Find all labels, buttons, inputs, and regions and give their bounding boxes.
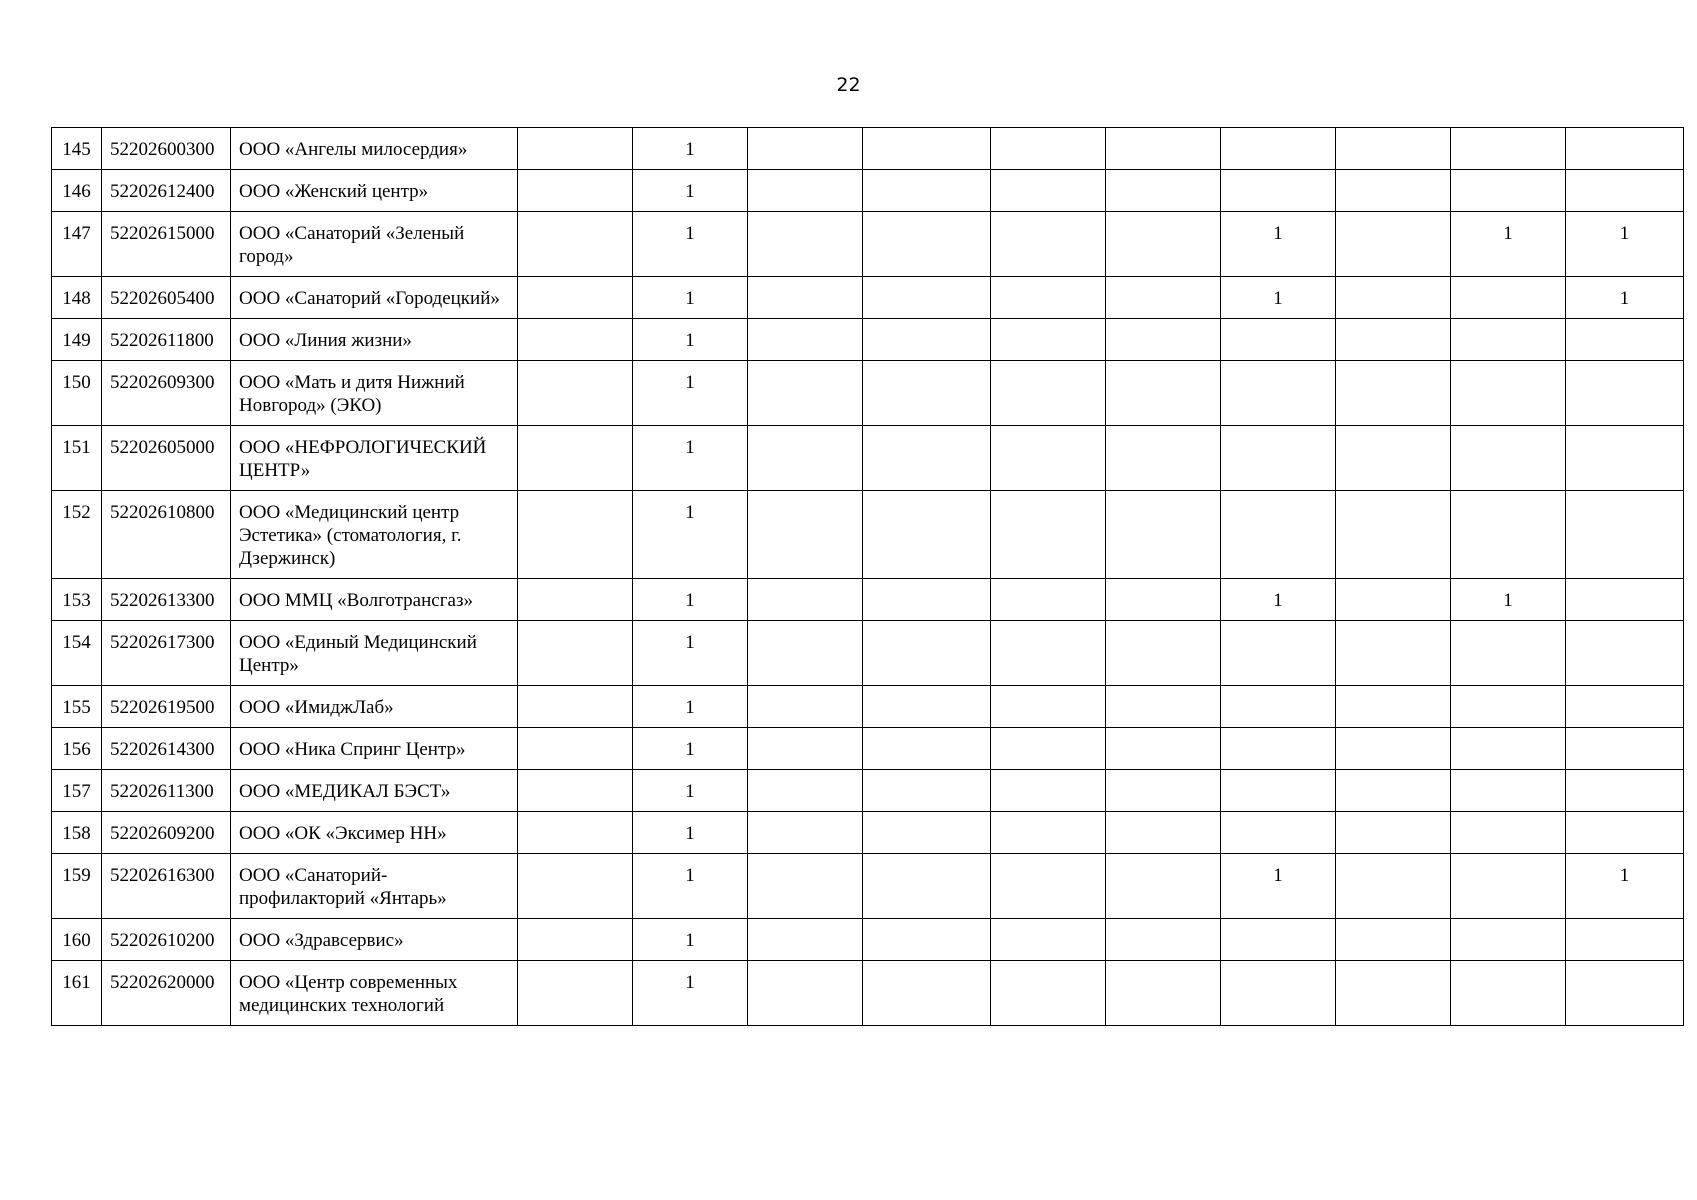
flag-cell-col-10: 1 (1221, 854, 1336, 919)
organization-name-cell: ООО «Санаторий «Городецкий» (231, 277, 518, 319)
flag-cell-col-5: 1 (633, 686, 748, 728)
organization-code-cell: 52202600300 (102, 128, 231, 170)
organization-code-cell: 52202613300 (102, 579, 231, 621)
flag-cell-col-9 (1106, 686, 1221, 728)
flag-cell-col-9 (1106, 919, 1221, 961)
flag-cell-col-5: 1 (633, 770, 748, 812)
flag-cell-col-10 (1221, 961, 1336, 1026)
flag-cell-col-11 (1336, 128, 1451, 170)
flag-cell-col-8 (991, 361, 1106, 426)
row-number-cell: 156 (52, 728, 102, 770)
organization-code-cell: 52202616300 (102, 854, 231, 919)
flag-cell-col-8 (991, 812, 1106, 854)
flag-cell-col-4 (518, 686, 633, 728)
organization-name-cell: ООО «Медицинский центр Эстетика» (стоматология, г. Дзержинск) (231, 491, 518, 579)
flag-cell-col-13 (1566, 426, 1684, 491)
row-number-cell: 152 (52, 491, 102, 579)
flag-cell-col-6 (748, 170, 863, 212)
flag-cell-col-8 (991, 277, 1106, 319)
flag-cell-col-4 (518, 491, 633, 579)
flag-cell-col-11 (1336, 277, 1451, 319)
flag-cell-col-4 (518, 426, 633, 491)
flag-cell-col-9 (1106, 621, 1221, 686)
flag-cell-col-13 (1566, 728, 1684, 770)
table-row (52, 128, 1684, 170)
flag-cell-col-9 (1106, 128, 1221, 170)
flag-cell-col-11 (1336, 319, 1451, 361)
flag-cell-col-8 (991, 919, 1106, 961)
flag-cell-col-12 (1451, 426, 1566, 491)
flag-cell-col-12 (1451, 128, 1566, 170)
flag-cell-col-10 (1221, 621, 1336, 686)
flag-cell-col-5: 1 (633, 961, 748, 1026)
flag-cell-col-5: 1 (633, 621, 748, 686)
table-row (52, 621, 1684, 686)
flag-cell-col-13 (1566, 621, 1684, 686)
table-row (52, 854, 1684, 919)
organization-code-cell: 52202615000 (102, 212, 231, 277)
organization-name-cell: ООО «Центр современных медицинских технологий (231, 961, 518, 1026)
flag-cell-col-10 (1221, 919, 1336, 961)
flag-cell-col-12: 1 (1451, 212, 1566, 277)
row-number-cell: 145 (52, 128, 102, 170)
flag-cell-col-5: 1 (633, 426, 748, 491)
table-row (52, 361, 1684, 426)
table-row (52, 812, 1684, 854)
flag-cell-col-7 (863, 728, 991, 770)
table-row (52, 961, 1684, 1026)
table-row (52, 491, 1684, 579)
flag-cell-col-6 (748, 128, 863, 170)
organization-name-cell: ООО «НЕФРОЛОГИЧЕСКИЙ ЦЕНТР» (231, 426, 518, 491)
flag-cell-col-9 (1106, 212, 1221, 277)
flag-cell-col-4 (518, 854, 633, 919)
organization-name-cell: ООО «Линия жизни» (231, 319, 518, 361)
organization-code-cell: 52202619500 (102, 686, 231, 728)
flag-cell-col-13: 1 (1566, 854, 1684, 919)
organization-code-cell: 52202611300 (102, 770, 231, 812)
flag-cell-col-10 (1221, 170, 1336, 212)
flag-cell-col-9 (1106, 426, 1221, 491)
flag-cell-col-12 (1451, 919, 1566, 961)
flag-cell-col-6 (748, 621, 863, 686)
flag-cell-col-4 (518, 770, 633, 812)
row-number-cell: 159 (52, 854, 102, 919)
flag-cell-col-8 (991, 961, 1106, 1026)
organization-name-cell: ООО «Здравсервис» (231, 919, 518, 961)
flag-cell-col-12 (1451, 361, 1566, 426)
flag-cell-col-7 (863, 812, 991, 854)
row-number-cell: 149 (52, 319, 102, 361)
flag-cell-col-5: 1 (633, 728, 748, 770)
flag-cell-col-13 (1566, 812, 1684, 854)
row-number-cell: 146 (52, 170, 102, 212)
flag-cell-col-9 (1106, 812, 1221, 854)
table-row (52, 426, 1684, 491)
flag-cell-col-13 (1566, 361, 1684, 426)
flag-cell-col-9 (1106, 579, 1221, 621)
organization-name-cell: ООО «ОК «Эксимер НН» (231, 812, 518, 854)
flag-cell-col-5: 1 (633, 491, 748, 579)
flag-cell-col-12 (1451, 277, 1566, 319)
flag-cell-col-9 (1106, 961, 1221, 1026)
flag-cell-col-12 (1451, 621, 1566, 686)
flag-cell-col-7 (863, 491, 991, 579)
flag-cell-col-11 (1336, 170, 1451, 212)
flag-cell-col-8 (991, 621, 1106, 686)
flag-cell-col-10: 1 (1221, 277, 1336, 319)
flag-cell-col-4 (518, 128, 633, 170)
flag-cell-col-4 (518, 277, 633, 319)
organization-name-cell: ООО «Ангелы милосердия» (231, 128, 518, 170)
table-row (52, 277, 1684, 319)
flag-cell-col-8 (991, 426, 1106, 491)
flag-cell-col-8 (991, 319, 1106, 361)
flag-cell-col-13 (1566, 491, 1684, 579)
flag-cell-col-5: 1 (633, 812, 748, 854)
row-number-cell: 161 (52, 961, 102, 1026)
flag-cell-col-9 (1106, 277, 1221, 319)
flag-cell-col-10: 1 (1221, 579, 1336, 621)
flag-cell-col-4 (518, 212, 633, 277)
row-number-cell: 158 (52, 812, 102, 854)
flag-cell-col-5: 1 (633, 128, 748, 170)
flag-cell-col-11 (1336, 491, 1451, 579)
flag-cell-col-5: 1 (633, 579, 748, 621)
flag-cell-col-4 (518, 728, 633, 770)
flag-cell-col-7 (863, 961, 991, 1026)
flag-cell-col-7 (863, 361, 991, 426)
flag-cell-col-12 (1451, 319, 1566, 361)
flag-cell-col-6 (748, 728, 863, 770)
flag-cell-col-13 (1566, 770, 1684, 812)
flag-cell-col-6 (748, 319, 863, 361)
flag-cell-col-12 (1451, 170, 1566, 212)
organization-code-cell: 52202610200 (102, 919, 231, 961)
flag-cell-col-7 (863, 277, 991, 319)
table-row (52, 770, 1684, 812)
flag-cell-col-10 (1221, 491, 1336, 579)
row-number-cell: 160 (52, 919, 102, 961)
table-row (52, 579, 1684, 621)
row-number-cell: 153 (52, 579, 102, 621)
flag-cell-col-12 (1451, 812, 1566, 854)
flag-cell-col-7 (863, 319, 991, 361)
flag-cell-col-9 (1106, 361, 1221, 426)
flag-cell-col-6 (748, 854, 863, 919)
flag-cell-col-6 (748, 579, 863, 621)
flag-cell-col-7 (863, 770, 991, 812)
flag-cell-col-13 (1566, 128, 1684, 170)
row-number-cell: 147 (52, 212, 102, 277)
flag-cell-col-8 (991, 854, 1106, 919)
flag-cell-col-5: 1 (633, 212, 748, 277)
organization-name-cell: ООО «Мать и дитя Нижний Новгород» (ЭКО) (231, 361, 518, 426)
row-number-cell: 154 (52, 621, 102, 686)
flag-cell-col-7 (863, 919, 991, 961)
flag-cell-col-7 (863, 854, 991, 919)
flag-cell-col-7 (863, 170, 991, 212)
flag-cell-col-13 (1566, 919, 1684, 961)
flag-cell-col-12: 1 (1451, 579, 1566, 621)
flag-cell-col-6 (748, 770, 863, 812)
flag-cell-col-6 (748, 919, 863, 961)
flag-cell-col-8 (991, 212, 1106, 277)
table-row (52, 319, 1684, 361)
flag-cell-col-5: 1 (633, 919, 748, 961)
flag-cell-col-13 (1566, 170, 1684, 212)
flag-cell-col-12 (1451, 961, 1566, 1026)
flag-cell-col-5: 1 (633, 170, 748, 212)
flag-cell-col-11 (1336, 426, 1451, 491)
flag-cell-col-8 (991, 170, 1106, 212)
flag-cell-col-7 (863, 212, 991, 277)
organization-name-cell: ООО «Санаторий «Зеленый город» (231, 212, 518, 277)
organization-name-cell: ООО «МЕДИКАЛ БЭСТ» (231, 770, 518, 812)
flag-cell-col-7 (863, 686, 991, 728)
flag-cell-col-4 (518, 579, 633, 621)
flag-cell-col-5: 1 (633, 277, 748, 319)
organizations-table (51, 127, 1684, 1026)
flag-cell-col-8 (991, 579, 1106, 621)
flag-cell-col-4 (518, 919, 633, 961)
flag-cell-col-9 (1106, 728, 1221, 770)
organization-code-cell: 52202611800 (102, 319, 231, 361)
flag-cell-col-4 (518, 319, 633, 361)
flag-cell-col-9 (1106, 170, 1221, 212)
flag-cell-col-11 (1336, 854, 1451, 919)
flag-cell-col-4 (518, 812, 633, 854)
flag-cell-col-13 (1566, 686, 1684, 728)
flag-cell-col-4 (518, 170, 633, 212)
table-row (52, 919, 1684, 961)
flag-cell-col-10: 1 (1221, 212, 1336, 277)
flag-cell-col-13: 1 (1566, 212, 1684, 277)
organization-code-cell: 52202614300 (102, 728, 231, 770)
organization-code-cell: 52202610800 (102, 491, 231, 579)
organization-name-cell: ООО «ИмиджЛаб» (231, 686, 518, 728)
flag-cell-col-6 (748, 426, 863, 491)
flag-cell-col-5: 1 (633, 854, 748, 919)
table-body (52, 128, 1684, 1026)
flag-cell-col-9 (1106, 770, 1221, 812)
flag-cell-col-12 (1451, 854, 1566, 919)
organization-code-cell: 52202609200 (102, 812, 231, 854)
flag-cell-col-10 (1221, 361, 1336, 426)
flag-cell-col-11 (1336, 961, 1451, 1026)
flag-cell-col-4 (518, 961, 633, 1026)
flag-cell-col-10 (1221, 728, 1336, 770)
organization-code-cell: 52202605000 (102, 426, 231, 491)
flag-cell-col-12 (1451, 770, 1566, 812)
flag-cell-col-9 (1106, 319, 1221, 361)
flag-cell-col-6 (748, 491, 863, 579)
flag-cell-col-13 (1566, 579, 1684, 621)
organization-code-cell: 52202605400 (102, 277, 231, 319)
flag-cell-col-11 (1336, 728, 1451, 770)
organization-name-cell: ООО ММЦ «Волготрансгаз» (231, 579, 518, 621)
table-row (52, 686, 1684, 728)
flag-cell-col-12 (1451, 491, 1566, 579)
organization-code-cell: 52202620000 (102, 961, 231, 1026)
flag-cell-col-12 (1451, 686, 1566, 728)
table-row (52, 212, 1684, 277)
flag-cell-col-5: 1 (633, 319, 748, 361)
flag-cell-col-11 (1336, 686, 1451, 728)
flag-cell-col-11 (1336, 919, 1451, 961)
row-number-cell: 155 (52, 686, 102, 728)
organization-code-cell: 52202609300 (102, 361, 231, 426)
table-row (52, 728, 1684, 770)
flag-cell-col-6 (748, 277, 863, 319)
row-number-cell: 151 (52, 426, 102, 491)
flag-cell-col-8 (991, 491, 1106, 579)
flag-cell-col-10 (1221, 686, 1336, 728)
organization-code-cell: 52202617300 (102, 621, 231, 686)
flag-cell-col-10 (1221, 426, 1336, 491)
table-row (52, 170, 1684, 212)
organization-code-cell: 52202612400 (102, 170, 231, 212)
flag-cell-col-10 (1221, 128, 1336, 170)
flag-cell-col-7 (863, 128, 991, 170)
flag-cell-col-7 (863, 621, 991, 686)
flag-cell-col-10 (1221, 319, 1336, 361)
flag-cell-col-7 (863, 426, 991, 491)
flag-cell-col-8 (991, 686, 1106, 728)
flag-cell-col-13: 1 (1566, 277, 1684, 319)
organization-name-cell: ООО «Женский центр» (231, 170, 518, 212)
flag-cell-col-11 (1336, 361, 1451, 426)
flag-cell-col-4 (518, 621, 633, 686)
flag-cell-col-8 (991, 728, 1106, 770)
flag-cell-col-11 (1336, 812, 1451, 854)
organization-name-cell: ООО «Ника Спринг Центр» (231, 728, 518, 770)
page-number: 22 (836, 74, 861, 96)
row-number-cell: 148 (52, 277, 102, 319)
row-number-cell: 157 (52, 770, 102, 812)
organization-name-cell: ООО «Единый Медицинский Центр» (231, 621, 518, 686)
flag-cell-col-11 (1336, 212, 1451, 277)
flag-cell-col-11 (1336, 621, 1451, 686)
flag-cell-col-4 (518, 361, 633, 426)
flag-cell-col-6 (748, 212, 863, 277)
row-number-cell: 150 (52, 361, 102, 426)
flag-cell-col-5: 1 (633, 361, 748, 426)
flag-cell-col-9 (1106, 854, 1221, 919)
flag-cell-col-10 (1221, 812, 1336, 854)
flag-cell-col-13 (1566, 961, 1684, 1026)
flag-cell-col-12 (1451, 728, 1566, 770)
flag-cell-col-6 (748, 812, 863, 854)
flag-cell-col-8 (991, 128, 1106, 170)
flag-cell-col-6 (748, 361, 863, 426)
flag-cell-col-11 (1336, 770, 1451, 812)
flag-cell-col-6 (748, 961, 863, 1026)
flag-cell-col-9 (1106, 491, 1221, 579)
flag-cell-col-8 (991, 770, 1106, 812)
flag-cell-col-13 (1566, 319, 1684, 361)
flag-cell-col-11 (1336, 579, 1451, 621)
flag-cell-col-7 (863, 579, 991, 621)
flag-cell-col-10 (1221, 770, 1336, 812)
organization-name-cell: ООО «Санаторий-профилакторий «Янтарь» (231, 854, 518, 919)
flag-cell-col-6 (748, 686, 863, 728)
